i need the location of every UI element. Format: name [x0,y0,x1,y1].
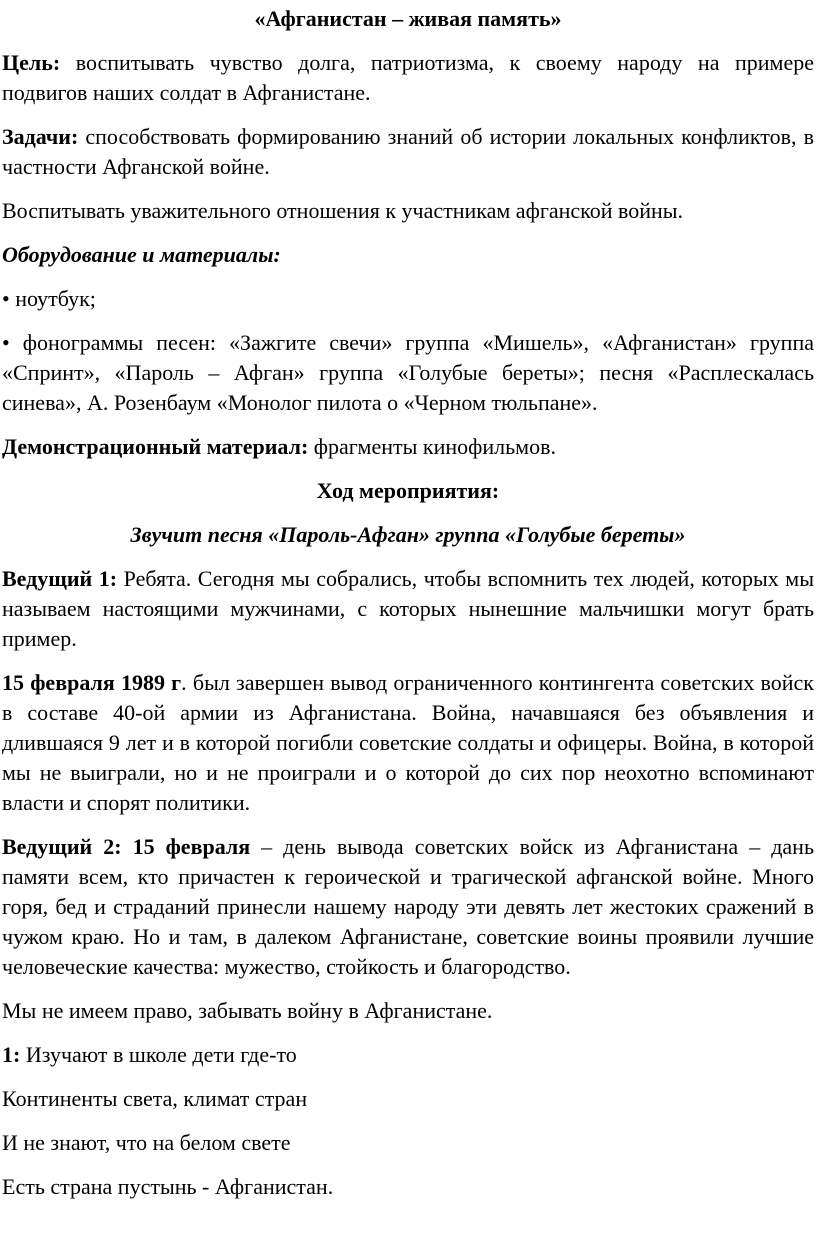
equipment-heading: Оборудование и материалы: [2,242,281,267]
equipment-item-songs: • фонограммы песен: «Зажгите свечи» группа «Мишель», «Афганистан» группа «Спринт», «Пароль – Афган» группа «Голубые береты»; песня «Расплескалась синева», А. Розенбаум «Монолог пилота о «Черном тюльпане». [2,330,814,415]
host2-paragraph [2,832,814,982]
remember-paragraph: Мы не имеем право, забывать войну в Афганистане. [2,998,493,1023]
host2-text: – день вывода советских войск из Афганистана – дань памяти всем, кто причастен к героической и трагической афганской войне. Много горя, бед и страданий принесли нашему народу эти девять лет жестоких сражений в чужом краю. Но и там, в далеком Афганистане, советские воины проявили лучшие человеческие качества: мужество, стойкость и благородство. [2,834,814,979]
poem-line-2: Континенты света, климат стран [2,1086,308,1111]
host1-text: Ребята. Сегодня мы собрались, чтобы вспомнить тех людей, которых мы называем настоящими мужчинами, с которых нынешние мальчишки могут брать пример. [2,566,814,651]
poem-label: 1: [2,1042,21,1067]
tasks-label: Задачи: [2,124,79,149]
goal-label: Цель: [2,50,61,75]
tasks-extra-paragraph: Воспитывать уважительного отношения к участникам афганской войны. [2,198,684,223]
date-paragraph [2,668,814,818]
goal-paragraph [2,48,814,108]
poem-first-line: Изучают в школе дети где-то [20,1042,297,1067]
equipment-item-laptop: • ноутбук; [2,286,96,311]
demo-paragraph [2,432,814,462]
song-note: Звучит песня «Пароль-Афган» группа «Голубые береты» [130,522,686,547]
poem-line-1 [2,1040,814,1070]
poem-line-4: Есть страна пустынь - Афганистан. [2,1174,334,1199]
poem-line-3: И не знают, что на белом свете [2,1130,291,1155]
host2-label: Ведущий 2: 15 февраля [2,834,251,859]
demo-label: Демонстрационный материал: [2,434,309,459]
host1-label: Ведущий 1: [2,566,118,591]
tasks-paragraph [2,122,814,182]
date-label: 15 февраля 1989 г [2,670,182,695]
document-title: «Афганистан – живая память» [254,6,562,31]
event-heading: Ход мероприятия: [316,478,500,503]
date-text: . был завершен вывод ограниченного контингента советских войск в составе 40-ой армии из Афганистана. Война, начавшаяся без объявления и длившаяся 9 лет и в которой погибли советские солдаты и офицеры. Война, в которой мы не выиграли, но и не проиграли и о которой до сих пор неохотно вспоминают власти и спорят политики. [2,670,814,815]
goal-text: воспитывать чувство долга, патриотизма, к своему народу на примере подвигов наших солдат в Афганистане. [2,50,814,105]
host1-paragraph [2,564,814,654]
tasks-text: способствовать формированию знаний об истории локальных конфликтов, в частности Афганской войне. [2,124,814,179]
demo-text: фрагменты кинофильмов. [308,434,556,459]
